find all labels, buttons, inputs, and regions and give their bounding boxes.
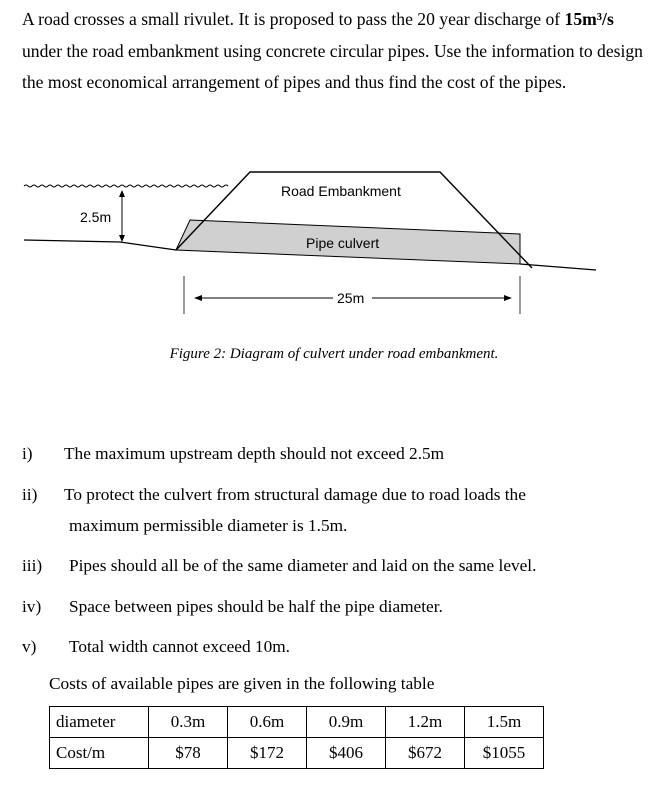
culvert-diagram bbox=[0, 150, 668, 350]
depth-arrow-head-down bbox=[119, 235, 125, 242]
ground-left bbox=[24, 240, 176, 250]
embankment-label: Road Embankment bbox=[281, 183, 401, 199]
constraint-1-num: i) bbox=[22, 444, 33, 463]
cost-table bbox=[49, 706, 544, 769]
diameter-cell: 1.2m bbox=[386, 707, 465, 738]
problem-statement bbox=[22, 4, 652, 99]
length-label: 25m bbox=[337, 290, 365, 306]
diameter-cell: 0.9m bbox=[307, 707, 386, 738]
cost-cell: $406 bbox=[307, 738, 386, 769]
depth-arrow-head-up bbox=[119, 190, 125, 197]
figure-caption: Figure 2: Diagram of culvert under road embankment. bbox=[169, 346, 499, 362]
cost-row bbox=[50, 738, 544, 769]
problem-text-part1: A road crosses a small rivulet. It is proposed to pass the 20 year discharge of bbox=[22, 9, 561, 29]
problem-text-part2: under the road embankment using concrete circular pipes. Use the information to design the most economical arrangement of pipes and thus find the cost of the pipes. bbox=[22, 40, 643, 92]
water-surface bbox=[24, 185, 228, 187]
diameter-row bbox=[50, 707, 544, 738]
constraint-5-text: Total width cannot exceed 10m. bbox=[69, 637, 290, 656]
cost-cell: $1055 bbox=[465, 738, 544, 769]
constraint-2-text2: maximum permissible diameter is 1.5m. bbox=[69, 516, 348, 535]
constraint-3-num: iii) bbox=[22, 556, 43, 575]
constraint-1-text: The maximum upstream depth should not exceed 2.5m bbox=[64, 444, 445, 463]
constraint-5-num: v) bbox=[22, 637, 37, 656]
constraint-4-num: iv) bbox=[22, 597, 42, 616]
diameter-header: diameter bbox=[50, 707, 149, 738]
cost-header: Cost/m bbox=[50, 738, 149, 769]
constraint-2-text: To protect the culvert from structural damage due to road loads the bbox=[64, 485, 526, 504]
culvert-label: Pipe culvert bbox=[306, 235, 380, 251]
constraint-4-text: Space between pipes should be half the pipe diameter. bbox=[69, 597, 443, 616]
constraint-3-text: Pipes should all be of the same diameter and laid on the same level. bbox=[69, 556, 537, 575]
depth-label: 2.5m bbox=[80, 209, 112, 225]
cost-intro: Costs of available pipes are given in the following table bbox=[49, 674, 435, 693]
cost-cell: $672 bbox=[386, 738, 465, 769]
diameter-cell: 0.3m bbox=[149, 707, 228, 738]
constraint-2-num: ii) bbox=[22, 485, 38, 504]
diameter-cell: 1.5m bbox=[465, 707, 544, 738]
cost-cell: $172 bbox=[228, 738, 307, 769]
dim-arrow-right bbox=[504, 295, 512, 301]
dim-arrow-left bbox=[194, 295, 202, 301]
discharge-value: 15m³/s bbox=[564, 9, 614, 29]
cost-cell: $78 bbox=[149, 738, 228, 769]
diameter-cell: 0.6m bbox=[228, 707, 307, 738]
